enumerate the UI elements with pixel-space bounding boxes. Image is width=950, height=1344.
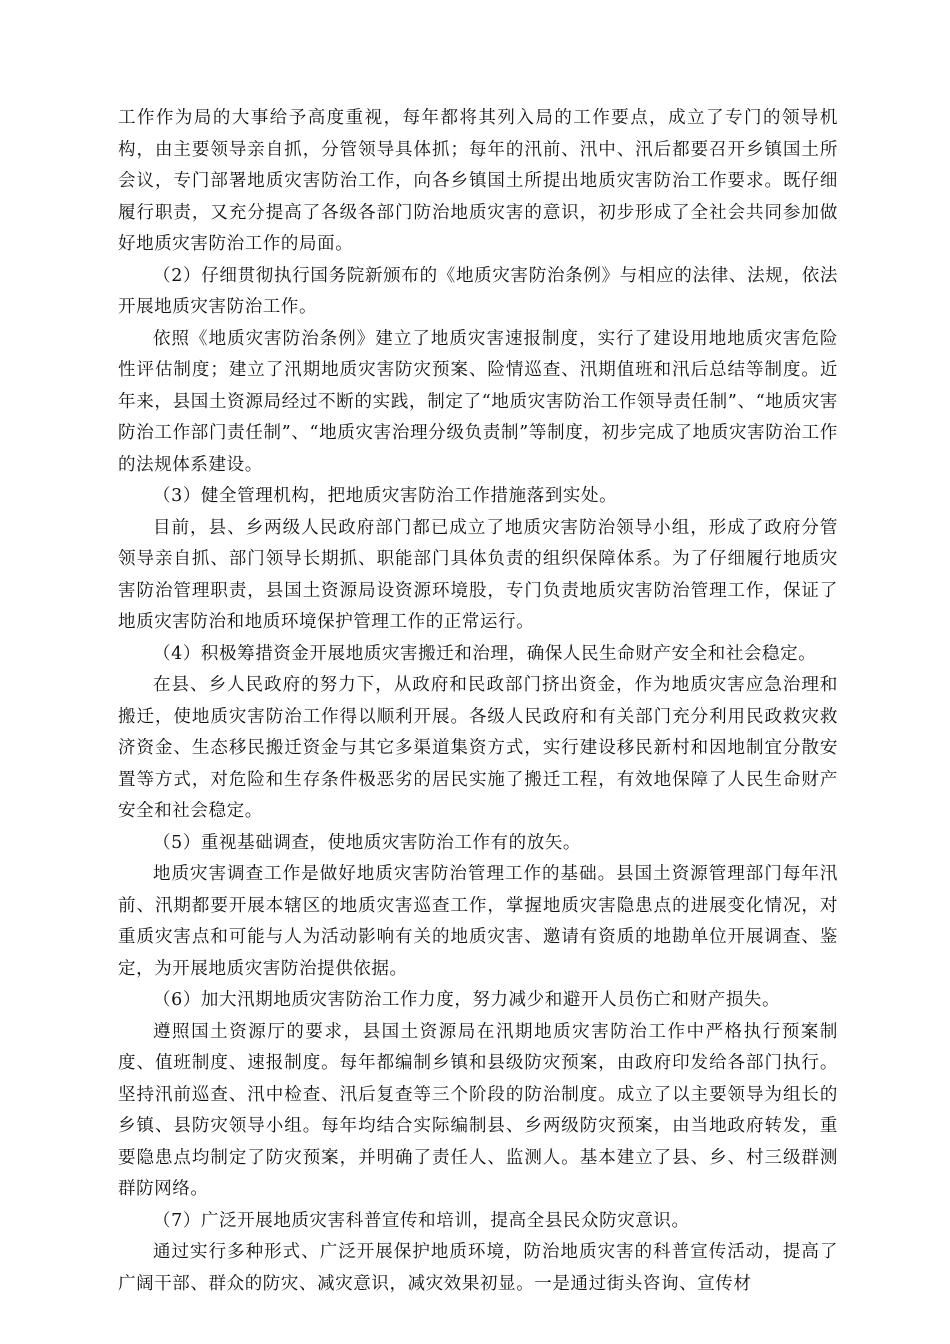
section-heading-7: （7）广泛开展地质灾害科普宣传和培训，提高全县民众防灾意识。 — [153, 1210, 690, 1231]
paragraph-continuation: 工作作为局的大事给予高度重视，每年都将其列入局的工作要点，成立了专门的领导机构，由主要领导亲自抓，分管领导具体抓；每年的汛前、汛中、汛后都要召开乡镇国土所会议，专门部署地质灾害防治工作，向各乡镇国土所提出地质灾害防治工作要求。既仔细履行职责，又充分提高了各级各部门防治地质灾害的意识，初步形成了全社会共同参加做好地质灾害防治工作的局面。 — [118, 108, 838, 254]
section-heading-5: （5）重视基础调查，使地质灾害防治工作有的放矢。 — [153, 832, 582, 853]
paragraph-funding: 在县、乡人民政府的努力下，从政府和民政部门挤出资金，作为地质灾害应急治理和搬迁，使地质灾害防治工作得以顺利开展。各级人民政府和有关部门充分利用民政救灾救济资金、生态移民搬迁资金与其它多渠道集资方式，实行建设移民新村和因地制宜分散安置等方式，对危险和生存条件极恶劣的居民实施了搬迁工程，有效地保障了人民生命财产安全和社会稳定。 — [118, 675, 838, 821]
section-heading-2: （2）仔细贯彻执行国务院新颁布的《地质灾害防治条例》与相应的法律、法规，依法开展地质灾害防治工作。 — [118, 265, 838, 317]
paragraph-flood-season: 遵照国土资源厅的要求，县国土资源局在汛期地质灾害防治工作中严格执行预案制度、值班制度、速报制度。每年都编制乡镇和县级防灾预案，由政府印发给各部门执行。坚持汛前巡查、汛中检查、汛后复查等三个阶段的防治制度。成立了以主要领导为组长的乡镇、县防灾领导小组。每年均结合实际编制县、乡两级防灾预案，由当地政府转发，重要隐患点均制定了防灾预案，并明确了责任人、监测人。基本建立了县、乡、村三级群测群防网络。 — [118, 1021, 838, 1199]
paragraph-survey: 地质灾害调查工作是做好地质灾害防治管理工作的基础。县国土资源管理部门每年汛前、汛期都要开展本辖区的地质灾害巡查工作，掌握地质灾害隐患点的进展变化情况，对重质灾害点和可能与人为活动影响有关的地质灾害、邀请有资质的地勘单位开展调查、鉴定，为开展地质灾害防治提供依据。 — [118, 864, 838, 979]
document-body — [118, 103, 838, 1300]
paragraph-publicity: 通过实行多种形式、广泛开展保护地质环境，防治地质灾害的科普宣传活动，提高了广阔干部、群众的防灾、减灾意识，减灾效果初显。一是通过街头咨询、宣传材 — [118, 1242, 838, 1294]
section-heading-3: （3）健全管理机构，把地质灾害防治工作措施落到实处。 — [153, 486, 618, 506]
paragraph-management: 目前，县、乡两级人民政府部门都已成立了地质灾害防治领导小组，形成了政府分管领导亲自抓、部门领导长期抓、职能部门具体负责的组织保障体系。为了仔细履行地质灾害防治管理职责，县国土资源局设资源环境股，专门负责地质灾害防治管理工作，保证了地质灾害防治和地质环境保护管理工作的正常运行。 — [118, 517, 838, 632]
paragraph-regulations: 依照《地质灾害防治条例》建立了地质灾害速报制度，实行了建设用地地质灾害危险性评估制度；建立了汛期地质灾害防灾预案、险情巡查、汛期值班和汛后总结等制度。近年来，县国土资源局经过不断的实践，制定了“地质灾害防治工作领导责任制”、“地质灾害防治工作部门责任制”、“地质灾害治理分级负责制”等制度，初步完成了地质灾害防治工作的法规体系建设。 — [118, 328, 838, 475]
section-heading-4: （4）积极筹措资金开展地质灾害搬迁和治理，确保人民生命财产安全和社会稳定。 — [153, 643, 817, 664]
section-heading-6: （6）加大汛期地质灾害防治工作力度，努力减少和避开人员伤亡和财产损失。 — [153, 990, 781, 1010]
